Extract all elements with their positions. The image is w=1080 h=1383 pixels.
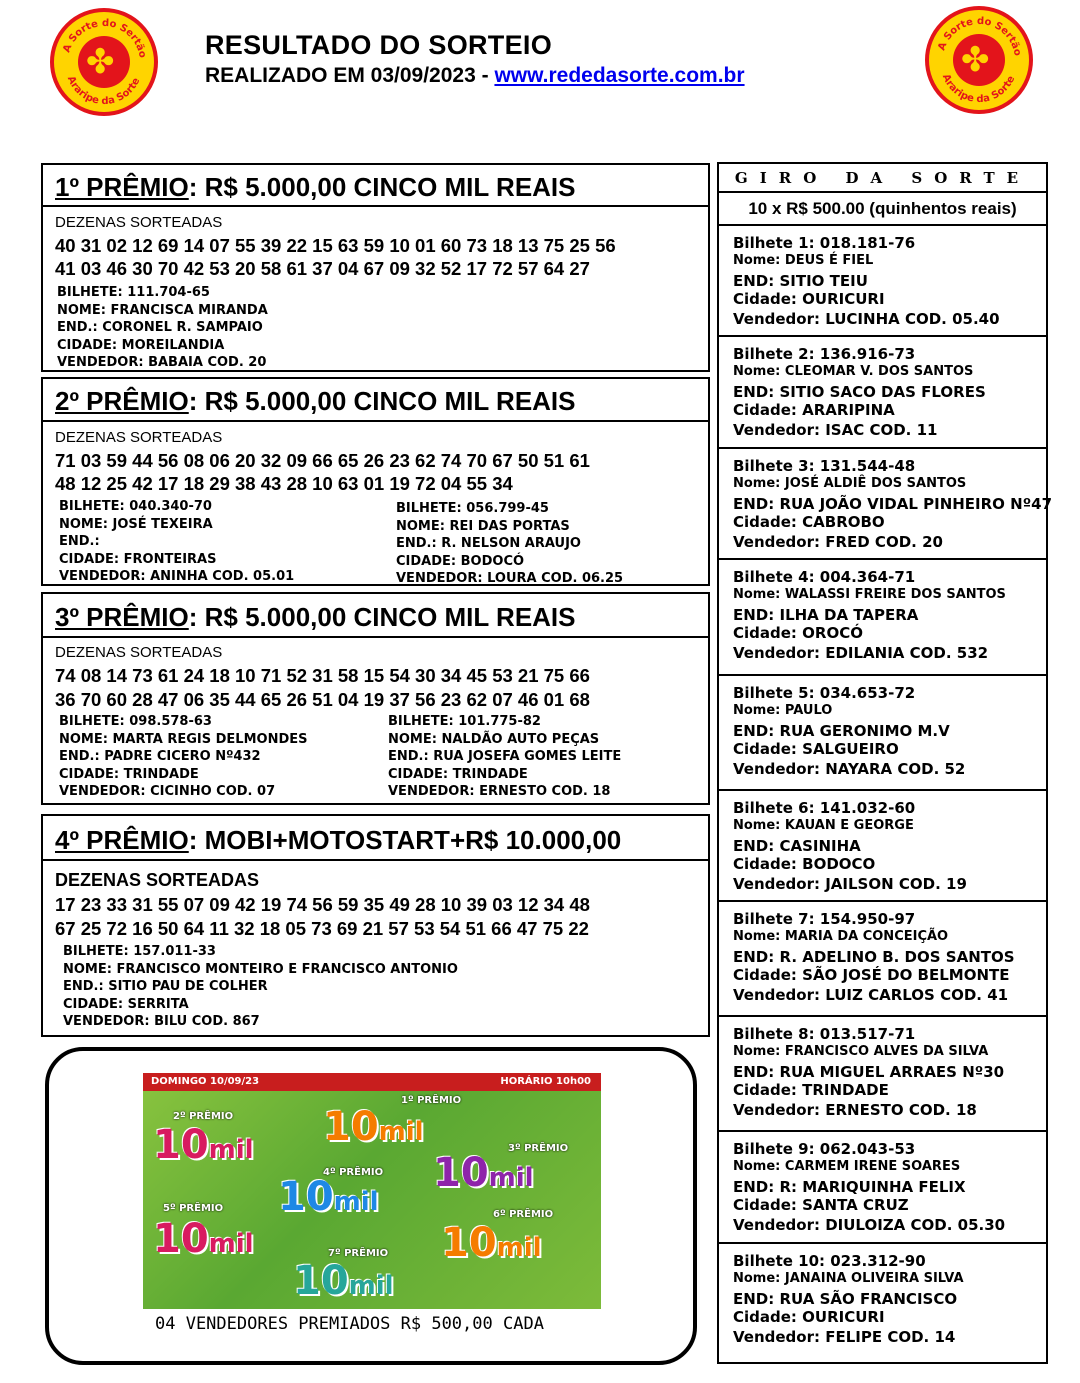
ticket-line: Bilhete 8: 013.517-71 bbox=[733, 1025, 916, 1043]
ticket-10 bbox=[719, 1244, 1046, 1364]
banner-10mil: 10mil bbox=[153, 1122, 254, 1168]
drawn-numbers-line-2: 67 25 72 16 50 64 11 32 18 05 73 69 21 57 53 54 51 66 47 75 22 bbox=[55, 918, 589, 939]
ticket-line: Cidade: SALGUEIRO bbox=[733, 740, 899, 758]
giro-title: GIRO DA SORTE bbox=[719, 164, 1046, 193]
prize-2-box bbox=[41, 377, 710, 586]
ticket-line: END: RUA SÃO FRANCISCO bbox=[733, 1290, 958, 1308]
ticket-line: Nome: CLEOMAR V. DOS SANTOS bbox=[733, 364, 974, 379]
banner-footer: 04 VENDEDORES PREMIADOS R$ 500,00 CADA bbox=[155, 1314, 544, 1334]
banner-10mil: 10mil bbox=[433, 1150, 534, 1196]
ticket-line: Cidade: ARARIPINA bbox=[733, 401, 895, 419]
ticket-line: Cidade: OROCÓ bbox=[733, 624, 863, 642]
prize-title: 2º PRÊMIO: R$ 5.000,00 CINCO MIL REAIS bbox=[43, 379, 708, 422]
ticket-line: Nome: JOSÉ ALDIÊ DOS SANTOS bbox=[733, 476, 967, 491]
prize-3-box bbox=[41, 592, 710, 805]
ticket-line: Cidade: BODOCO bbox=[733, 855, 876, 873]
ticket-4 bbox=[719, 560, 1046, 676]
ticket-line: Vendedor: NAYARA COD. 52 bbox=[733, 760, 966, 778]
ticket-line: END: CASINIHA bbox=[733, 837, 861, 855]
giro-da-sorte-panel bbox=[717, 162, 1053, 1364]
ticket-line: Nome: DEUS É FIEL bbox=[733, 253, 874, 268]
ticket-line: Vendedor: DIULOIZA COD. 05.30 bbox=[733, 1216, 1006, 1234]
page-title: RESULTADO DO SORTEIO bbox=[205, 30, 553, 60]
ticket-1 bbox=[719, 226, 1046, 337]
date-text: REALIZADO EM 03/09/2023 - bbox=[205, 64, 495, 87]
dezenas-label: DEZENAS SORTEADAS bbox=[55, 644, 223, 661]
banner-prize-label: 7º PRÊMIO bbox=[328, 1248, 389, 1259]
drawn-numbers-line-1: 40 31 02 12 69 14 07 55 39 22 15 63 59 10 01 60 73 18 13 75 25 56 bbox=[55, 235, 616, 256]
ticket-line: Bilhete 3: 131.544-48 bbox=[733, 457, 916, 475]
ticket-line: Vendedor: EDILANIA COD. 532 bbox=[733, 644, 989, 662]
banner-prize-label: 2º PRÊMIO bbox=[173, 1111, 234, 1122]
ticket-line: Vendedor: LUIZ CARLOS COD. 41 bbox=[733, 986, 1009, 1004]
dezenas-label: DEZENAS SORTEADAS bbox=[55, 429, 223, 446]
ticket-line: Cidade: SANTA CRUZ bbox=[733, 1196, 909, 1214]
ticket-2 bbox=[719, 337, 1046, 449]
ticket-line: Cidade: CABROBO bbox=[733, 513, 885, 531]
ticket-line: END: RUA JOÃO VIDAL PINHEIRO Nº47 bbox=[733, 495, 1053, 513]
banner-10mil: 10mil bbox=[293, 1258, 394, 1304]
ticket-6 bbox=[719, 791, 1046, 902]
ticket-line: Nome: CARMEM IRENE SOARES bbox=[733, 1159, 961, 1174]
ticket-7 bbox=[719, 902, 1046, 1017]
svg-text:A Sorte do Sertão: A Sorte do Sertão bbox=[61, 17, 148, 59]
ticket-line: END: RUA GERONIMO M.V bbox=[733, 722, 950, 740]
prize-4-box bbox=[41, 814, 710, 1037]
drawn-numbers-line-2: 36 70 60 28 47 06 35 44 65 26 51 04 19 37 56 23 62 07 46 01 68 bbox=[55, 689, 590, 710]
prize-title: 3º PRÊMIO: R$ 5.000,00 CINCO MIL REAIS bbox=[43, 594, 708, 638]
ticket-line: Nome: FRANCISCO ALVES DA SILVA bbox=[733, 1044, 989, 1059]
ticket-line: Bilhete 7: 154.950-97 bbox=[733, 910, 916, 928]
banner-10mil: 10mil bbox=[323, 1104, 424, 1150]
winner-info: BILHETE: 111.704-65 NOME: FRANCISCA MIRANDA END.: CORONEL R. SAMPAIO CIDADE: MOREILANDIA VENDEDOR: BABAIA COD. 20 bbox=[57, 285, 268, 370]
ticket-line: END: R. ADELINO B. DOS SANTOS bbox=[733, 948, 1015, 966]
banner-prize-label: 1º PRÊMIO bbox=[401, 1095, 462, 1106]
ticket-line: Vendedor: ERNESTO COD. 18 bbox=[733, 1101, 977, 1119]
banner-prize-label: 4º PRÊMIO bbox=[323, 1167, 384, 1178]
banner-10mil: 10mil bbox=[278, 1174, 379, 1220]
banner-prize-label: 6º PRÊMIO bbox=[493, 1209, 554, 1220]
banner-prize-label: 3º PRÊMIO bbox=[508, 1143, 569, 1154]
svg-text:Araripe da Sorte: Araripe da Sorte bbox=[939, 72, 1018, 106]
ticket-line: Nome: PAULO bbox=[733, 703, 833, 718]
drawn-numbers-line-2: 41 03 46 30 70 42 53 20 58 61 37 04 67 09 32 52 17 72 57 64 27 bbox=[55, 258, 590, 279]
ticket-line: Bilhete 10: 023.312-90 bbox=[733, 1252, 926, 1270]
banner-10mil: 10mil bbox=[153, 1216, 254, 1262]
prize-1-box bbox=[41, 163, 710, 372]
prize-title: 1º PRÊMIO: R$ 5.000,00 CINCO MIL REAIS bbox=[43, 165, 708, 207]
ticket-line: Vendedor: LUCINHA COD. 05.40 bbox=[733, 310, 1000, 328]
giro-subtitle: 10 x R$ 500.00 (quinhentos reais) bbox=[719, 193, 1046, 226]
ticket-line: Cidade: OURICURI bbox=[733, 290, 885, 308]
logo-right bbox=[925, 6, 1033, 114]
ticket-line: Nome: JANAINA OLIVEIRA SILVA bbox=[733, 1271, 964, 1286]
dezenas-label: DEZENAS SORTEADAS bbox=[55, 870, 260, 890]
ticket-3 bbox=[719, 449, 1053, 560]
drawn-numbers-line-1: 17 23 33 31 55 07 09 42 19 74 56 59 35 49 28 10 39 03 12 34 48 bbox=[55, 894, 590, 915]
site-link[interactable]: www.rededasorte.com.br bbox=[494, 64, 745, 87]
clover-icon: ✤ bbox=[86, 42, 115, 82]
ticket-line: Nome: KAUAN E GEORGE bbox=[733, 818, 914, 833]
drawn-numbers-line-1: 74 08 14 73 61 24 18 10 71 52 31 58 15 54 30 34 45 53 21 75 66 bbox=[55, 665, 590, 686]
winner-info: BILHETE: 040.340-70 NOME: JOSÉ TEXEIRA END.: CIDADE: FRONTEIRAS VENDEDOR: ANINHA COD. 05.01 bbox=[59, 499, 295, 584]
clover-icon: ✤ bbox=[961, 40, 990, 80]
winner-info: BILHETE: 056.799-45 NOME: REI DAS PORTAS END.: R. NELSON ARAUJO CIDADE: BODOCÓ VENDEDOR: LOURA COD. 06.25 bbox=[396, 501, 624, 586]
ticket-line: END: RUA MIGUEL ARRAES Nº30 bbox=[733, 1063, 1005, 1081]
ticket-line: Bilhete 5: 034.653-72 bbox=[733, 684, 916, 702]
ticket-line: Bilhete 1: 018.181-76 bbox=[733, 234, 916, 252]
banner-prize-label: 5º PRÊMIO bbox=[163, 1203, 224, 1214]
ticket-9 bbox=[719, 1132, 1046, 1244]
ticket-line: Cidade: OURICURI bbox=[733, 1308, 885, 1326]
ticket-line: Bilhete 2: 136.916-73 bbox=[733, 345, 916, 363]
ticket-line: Cidade: TRINDADE bbox=[733, 1081, 889, 1099]
svg-text:Araripe da Sorte: Araripe da Sorte bbox=[64, 74, 143, 108]
ticket-line: Nome: MARIA DA CONCEIÇÃO bbox=[733, 929, 949, 944]
ticket-line: Vendedor: FELIPE COD. 14 bbox=[733, 1328, 956, 1346]
ticket-8 bbox=[719, 1017, 1046, 1132]
ticket-line: Vendedor: ISAC COD. 11 bbox=[733, 421, 938, 439]
ticket-line: Vendedor: JAILSON COD. 19 bbox=[733, 875, 967, 893]
ticket-line: END: ILHA DA TAPERA bbox=[733, 606, 919, 624]
ticket-line: END: SITIO TEIU bbox=[733, 272, 868, 290]
ticket-line: END: SITIO SACO DAS FLORES bbox=[733, 383, 986, 401]
page-subtitle bbox=[205, 64, 745, 88]
logo-left bbox=[50, 8, 158, 116]
ticket-line: Vendedor: FRED COD. 20 bbox=[733, 533, 943, 551]
ticket-line: Bilhete 4: 004.364-71 bbox=[733, 568, 916, 586]
winner-info: BILHETE: 157.011-33 NOME: FRANCISCO MONTEIRO E FRANCISCO ANTONIO END.: SITIO PAU DE COLHER CIDADE: SERRITA VENDEDOR: BILU COD. 867 bbox=[63, 944, 458, 1029]
next-draw-banner bbox=[143, 1073, 601, 1309]
winner-info: BILHETE: 101.775-82 NOME: NALDÃO AUTO PEÇAS END.: RUA JOSEFA GOMES LEITE CIDADE: TRINDADE VENDEDOR: ERNESTO COD. 18 bbox=[388, 714, 622, 799]
ticket-5 bbox=[719, 676, 1046, 791]
ticket-line: Cidade: SÃO JOSÉ DO BELMONTE bbox=[733, 966, 1010, 984]
ticket-line: Bilhete 6: 141.032-60 bbox=[733, 799, 916, 817]
winner-info: BILHETE: 098.578-63 NOME: MARTA REGIS DELMONDES END.: PADRE CICERO Nº432 CIDADE: TRINDADE VENDEDOR: CICINHO COD. 07 bbox=[59, 714, 308, 799]
ticket-line: Bilhete 9: 062.043-53 bbox=[733, 1140, 916, 1158]
prize-title: 4º PRÊMIO: MOBI+MOTOSTART+R$ 10.000,00 bbox=[43, 816, 708, 861]
drawn-numbers-line-2: 48 12 25 42 17 18 29 38 43 28 10 63 01 19 72 04 55 34 bbox=[55, 473, 513, 494]
ticket-line: END: R: MARIQUINHA FELIX bbox=[733, 1178, 966, 1196]
banner-10mil: 10mil bbox=[441, 1220, 542, 1266]
svg-text:A Sorte do Sertão: A Sorte do Sertão bbox=[936, 15, 1023, 57]
dezenas-label: DEZENAS SORTEADAS bbox=[55, 214, 223, 231]
ticket-line: Nome: WALASSI FREIRE DOS SANTOS bbox=[733, 587, 1006, 602]
drawn-numbers-line-1: 71 03 59 44 56 08 06 20 32 09 66 65 26 23 62 74 70 67 50 51 61 bbox=[55, 450, 590, 471]
banner-topbar: DOMINGO 10/09/23 HORÁRIO 10h00 bbox=[143, 1073, 601, 1091]
